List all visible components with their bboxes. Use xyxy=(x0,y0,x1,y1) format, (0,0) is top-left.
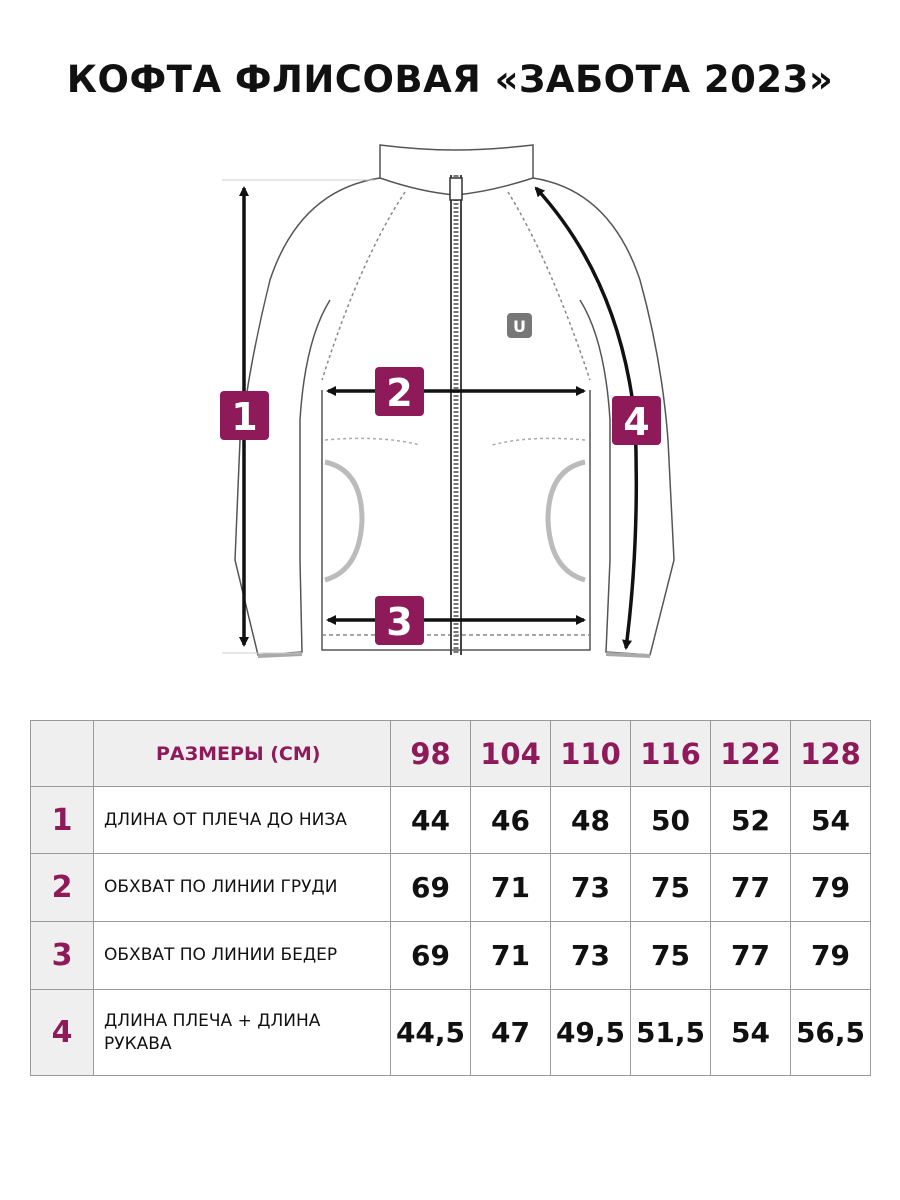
svg-text:1: 1 xyxy=(231,395,258,439)
size-header: 122 xyxy=(711,721,791,787)
table-cell: 69 xyxy=(391,922,471,990)
table-cell: 44,5 xyxy=(391,990,471,1076)
table-header-row xyxy=(31,721,871,787)
table-row xyxy=(31,990,871,1076)
table-cell: 48 xyxy=(551,787,631,854)
size-header: 110 xyxy=(551,721,631,787)
row-number: 4 xyxy=(31,990,94,1076)
logo-badge xyxy=(507,313,532,338)
svg-text:4: 4 xyxy=(623,400,650,444)
marker-3 xyxy=(375,596,424,645)
size-header: 104 xyxy=(471,721,551,787)
marker-4 xyxy=(612,396,661,445)
size-header: 98 xyxy=(391,721,471,787)
table-row xyxy=(31,922,871,990)
table-cell: 73 xyxy=(551,854,631,922)
jacket-diagram xyxy=(0,130,900,675)
table-cell: 47 xyxy=(471,990,551,1076)
row-label: ДЛИНА ОТ ПЛЕЧА ДО НИЗА xyxy=(94,787,391,854)
table-cell: 71 xyxy=(471,922,551,990)
table-cell: 54 xyxy=(711,990,791,1076)
table-cell: 79 xyxy=(791,854,871,922)
row-label: ОБХВАТ ПО ЛИНИИ ГРУДИ xyxy=(94,854,391,922)
table-cell: 73 xyxy=(551,922,631,990)
table-cell: 52 xyxy=(711,787,791,854)
svg-text:U: U xyxy=(513,317,526,336)
table-cell: 79 xyxy=(791,922,871,990)
marker-1 xyxy=(220,391,269,440)
table-cell: 50 xyxy=(631,787,711,854)
marker-2 xyxy=(375,367,424,416)
row-label: ДЛИНА ПЛЕЧА + ДЛИНА РУКАВА xyxy=(94,990,391,1076)
page-title: КОФТА ФЛИСОВАЯ «ЗАБОТА 2023» xyxy=(66,58,834,101)
right-cuff xyxy=(606,654,650,656)
row-label: ОБХВАТ ПО ЛИНИИ БЕДЕР xyxy=(94,922,391,990)
table-cell: 44 xyxy=(391,787,471,854)
size-table xyxy=(30,720,871,1076)
table-row xyxy=(31,787,871,854)
table-cell: 69 xyxy=(391,854,471,922)
table-cell: 49,5 xyxy=(551,990,631,1076)
table-corner-cell xyxy=(31,721,94,787)
right-pocket xyxy=(548,462,585,580)
row-number: 2 xyxy=(31,854,94,922)
size-header: 116 xyxy=(631,721,711,787)
zipper xyxy=(450,175,462,655)
svg-text:3: 3 xyxy=(386,600,413,644)
table-cell: 46 xyxy=(471,787,551,854)
row-number: 3 xyxy=(31,922,94,990)
table-cell: 71 xyxy=(471,854,551,922)
table-cell: 75 xyxy=(631,922,711,990)
table-cell: 75 xyxy=(631,854,711,922)
left-cuff xyxy=(258,654,302,656)
table-cell: 54 xyxy=(791,787,871,854)
sizes-header-label: РАЗМЕРЫ (СМ) xyxy=(94,721,391,787)
svg-text:2: 2 xyxy=(386,371,413,415)
table-cell: 77 xyxy=(711,922,791,990)
size-header: 128 xyxy=(791,721,871,787)
table-cell: 77 xyxy=(711,854,791,922)
table-cell: 51,5 xyxy=(631,990,711,1076)
row-number: 1 xyxy=(31,787,94,854)
table-row xyxy=(31,854,871,922)
left-pocket xyxy=(325,462,362,580)
table-cell: 56,5 xyxy=(791,990,871,1076)
